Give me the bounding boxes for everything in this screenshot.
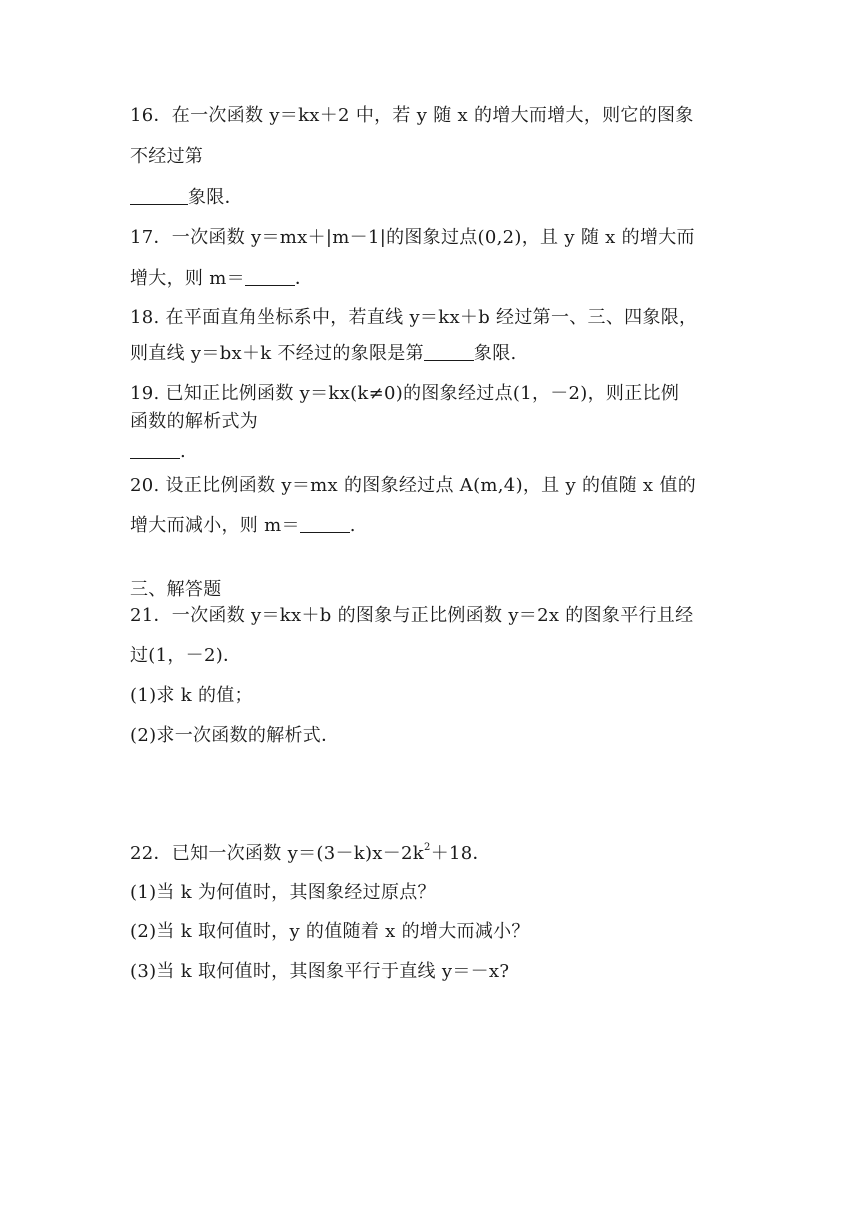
q18-line2-suffix: 象限.	[473, 343, 517, 364]
q20-line2	[130, 514, 356, 538]
q22-part2: (2)当 k 取何值时，y 的值随着 x 的增大而减小？	[130, 921, 530, 942]
q18-line2	[130, 342, 517, 366]
q21-part2: (2)求一次函数的解析式．	[130, 725, 340, 746]
q20-line1: 20. 设正比例函数 y＝mx 的图象经过点 A(m,4)，且 y 的值随 x 值的	[130, 475, 696, 496]
q17-line2	[130, 267, 313, 291]
answer-blank	[130, 186, 188, 205]
q19-line3	[130, 440, 186, 464]
q18-line2-prefix: 则直线 y＝bx＋k 不经过的象限是第	[130, 343, 424, 364]
q17-line2-prefix: 增大，则 m＝	[130, 268, 245, 289]
q17-line1: 17．一次函数 y＝mx＋|m－1|的图象过点(0,2)，且 y 随 x 的增大而	[130, 227, 695, 248]
q16-line3	[130, 186, 243, 210]
q19-line1: 19. 已知正比例函数 y＝kx(k≠0)的图象经过点(1，－2)，则正比例	[130, 383, 680, 404]
q20-line2-suffix: .	[349, 515, 356, 536]
q20-line2-prefix: 增大而减小，则 m＝	[130, 515, 300, 536]
answer-blank	[245, 267, 295, 286]
q22-line1-suffix: ＋18．	[430, 843, 491, 864]
q21-line2: 过(1，－2)．	[130, 645, 242, 666]
answer-blank	[130, 440, 180, 459]
q17-line2-suffix: ．	[294, 268, 314, 289]
q21-part1: (1)求 k 的值；	[130, 685, 253, 706]
answer-blank	[424, 342, 474, 361]
q19-line3-suffix: .	[180, 441, 187, 462]
q22-line1-prefix: 22．已知一次函数 y＝(3－k)x－2k	[130, 843, 425, 864]
q22-exponent: 2	[424, 842, 431, 853]
q16-line2: 不经过第	[130, 146, 204, 167]
q22-part1: (1)当 k 为何值时，其图象经过原点？	[130, 882, 436, 903]
q22-line1	[130, 842, 491, 866]
q22-part3: (3)当 k 取何值时，其图象平行于直线 y＝－x?	[130, 961, 510, 982]
q18-line1: 18. 在平面直角坐标系中，若直线 y＝kx＋b 经过第一、三、四象限，	[130, 307, 698, 328]
q19-line2: 函数的解析式为	[130, 411, 259, 432]
q16-line3-suffix: 象限．	[188, 187, 243, 208]
q21-line1: 21．一次函数 y＝kx＋b 的图象与正比例函数 y＝2x 的图象平行且经	[130, 605, 694, 626]
answer-blank	[300, 514, 350, 533]
q16-line1: 16．在一次函数 y＝kx＋2 中，若 y 随 x 的增大而增大，则它的图象	[130, 105, 694, 126]
section-heading: 三、解答题	[130, 579, 222, 600]
